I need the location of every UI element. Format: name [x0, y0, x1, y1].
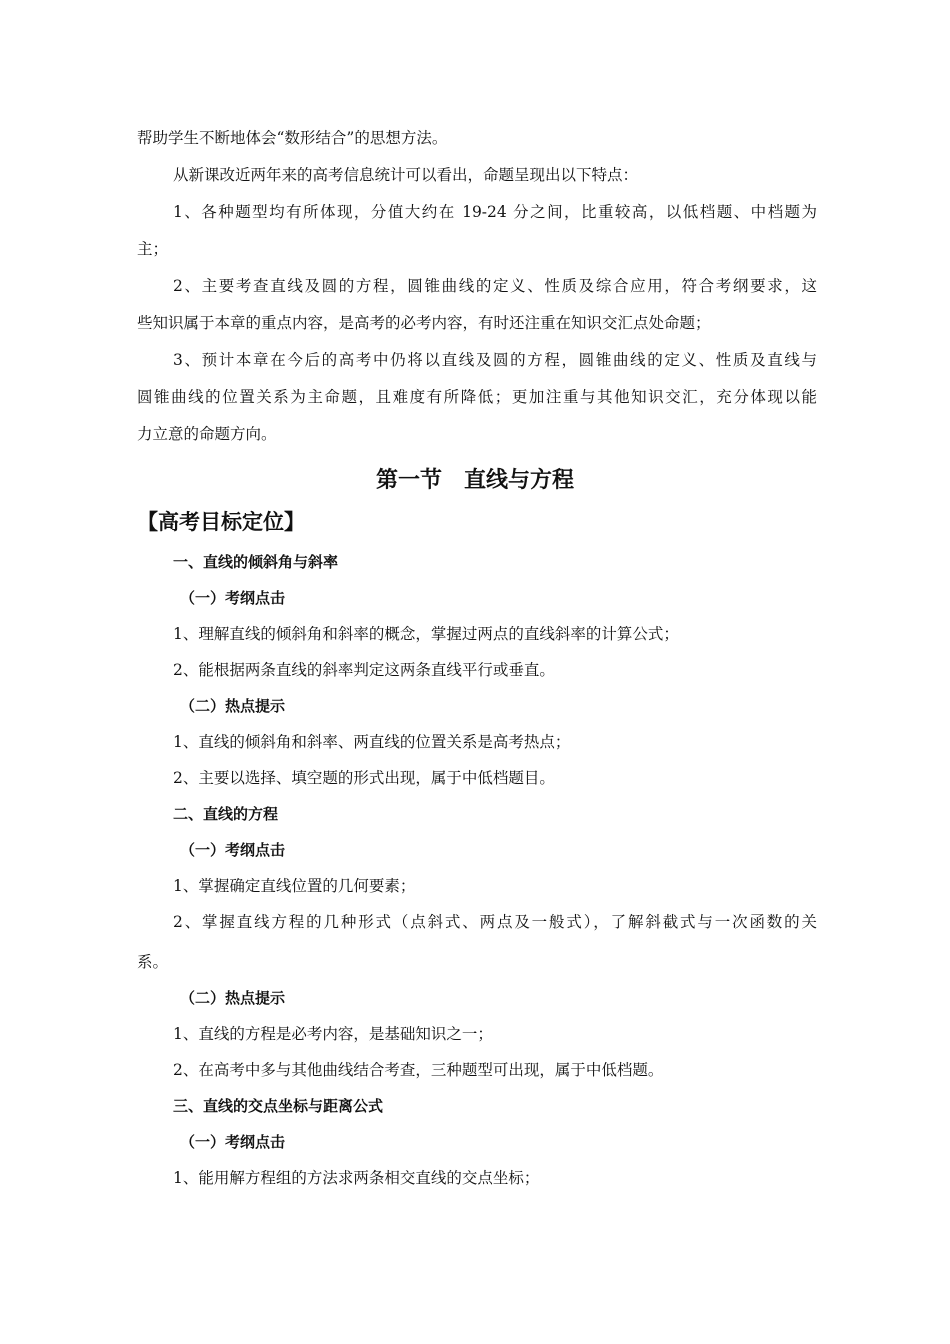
target-heading: 【高考目标定位】 [137, 510, 305, 534]
part-3-item: 1、能用解方程组的方法求两条相交直线的交点坐标； [173, 1169, 540, 1187]
intro-paragraph-1: 从新课改近两年来的高考信息统计可以看出，命题呈现出以下特点： [173, 166, 639, 184]
intro-point-3-line-3: 力立意的命题方向。 [137, 425, 277, 443]
part-2-item: 2、在高考中多与其他曲线结合考查，三种题型可出现，属于中低档题。 [173, 1061, 664, 1079]
part-2-item-continued: 系。 [137, 953, 169, 971]
intro-point-2-line-2: 些知识属于本章的重点内容，是高考的必考内容，有时还注重在知识交汇点处命题； [137, 314, 711, 332]
part-2-item: 1、直线的方程是必考内容，是基础知识之一； [173, 1025, 493, 1043]
part-1-subheading-2: （二）热点提示 [180, 697, 286, 715]
part-3-title: 三、直线的交点坐标与距离公式 [173, 1097, 384, 1115]
part-2-item: 2、掌握直线方程的几种形式（点斜式、两点及一般式），了解斜截式与一次函数的关 [173, 913, 817, 931]
intro-point-3-line-1: 3、预计本章在今后的高考中仍将以直线及圆的方程，圆锥曲线的定义、性质及直线与 [173, 351, 817, 369]
part-2-title: 二、直线的方程 [173, 805, 279, 823]
intro-paragraph-0: 帮助学生不断地体会“数形结合”的思想方法。 [137, 129, 448, 147]
intro-point-2-line-1: 2、主要考查直线及圆的方程，圆锥曲线的定义、性质及综合应用，符合考纲要求，这 [173, 277, 817, 295]
part-2-item: 1、掌握确定直线位置的几何要素； [173, 877, 416, 895]
part-3-subheading-1: （一）考纲点击 [180, 1133, 286, 1151]
intro-point-3-line-2: 圆锥曲线的位置关系为主命题，且难度有所降低；更加注重与其他知识交汇，充分体现以能 [137, 388, 817, 406]
intro-point-1-line-1: 1、各种题型均有所体现，分值大约在 19-24 分之间，比重较高，以低档题、中档题为 [173, 203, 817, 221]
part-1-title: 一、直线的倾斜角与斜率 [173, 553, 339, 571]
part-2-subheading-2: （二）热点提示 [180, 989, 286, 1007]
part-1-item: 1、直线的倾斜角和斜率、两直线的位置关系是高考热点； [173, 733, 571, 751]
part-1-item: 1、理解直线的倾斜角和斜率的概念，掌握过两点的直线斜率的计算公式； [173, 625, 679, 643]
intro-point-1-line-2: 主； [137, 240, 169, 258]
section-title: 第一节 直线与方程 [375, 468, 574, 493]
part-1-item: 2、主要以选择、填空题的形式出现，属于中低档题目。 [173, 769, 555, 787]
part-2-subheading-1: （一）考纲点击 [180, 841, 286, 859]
part-1-subheading-1: （一）考纲点击 [180, 589, 286, 607]
part-1-item: 2、能根据两条直线的斜率判定这两条直线平行或垂直。 [173, 661, 555, 679]
